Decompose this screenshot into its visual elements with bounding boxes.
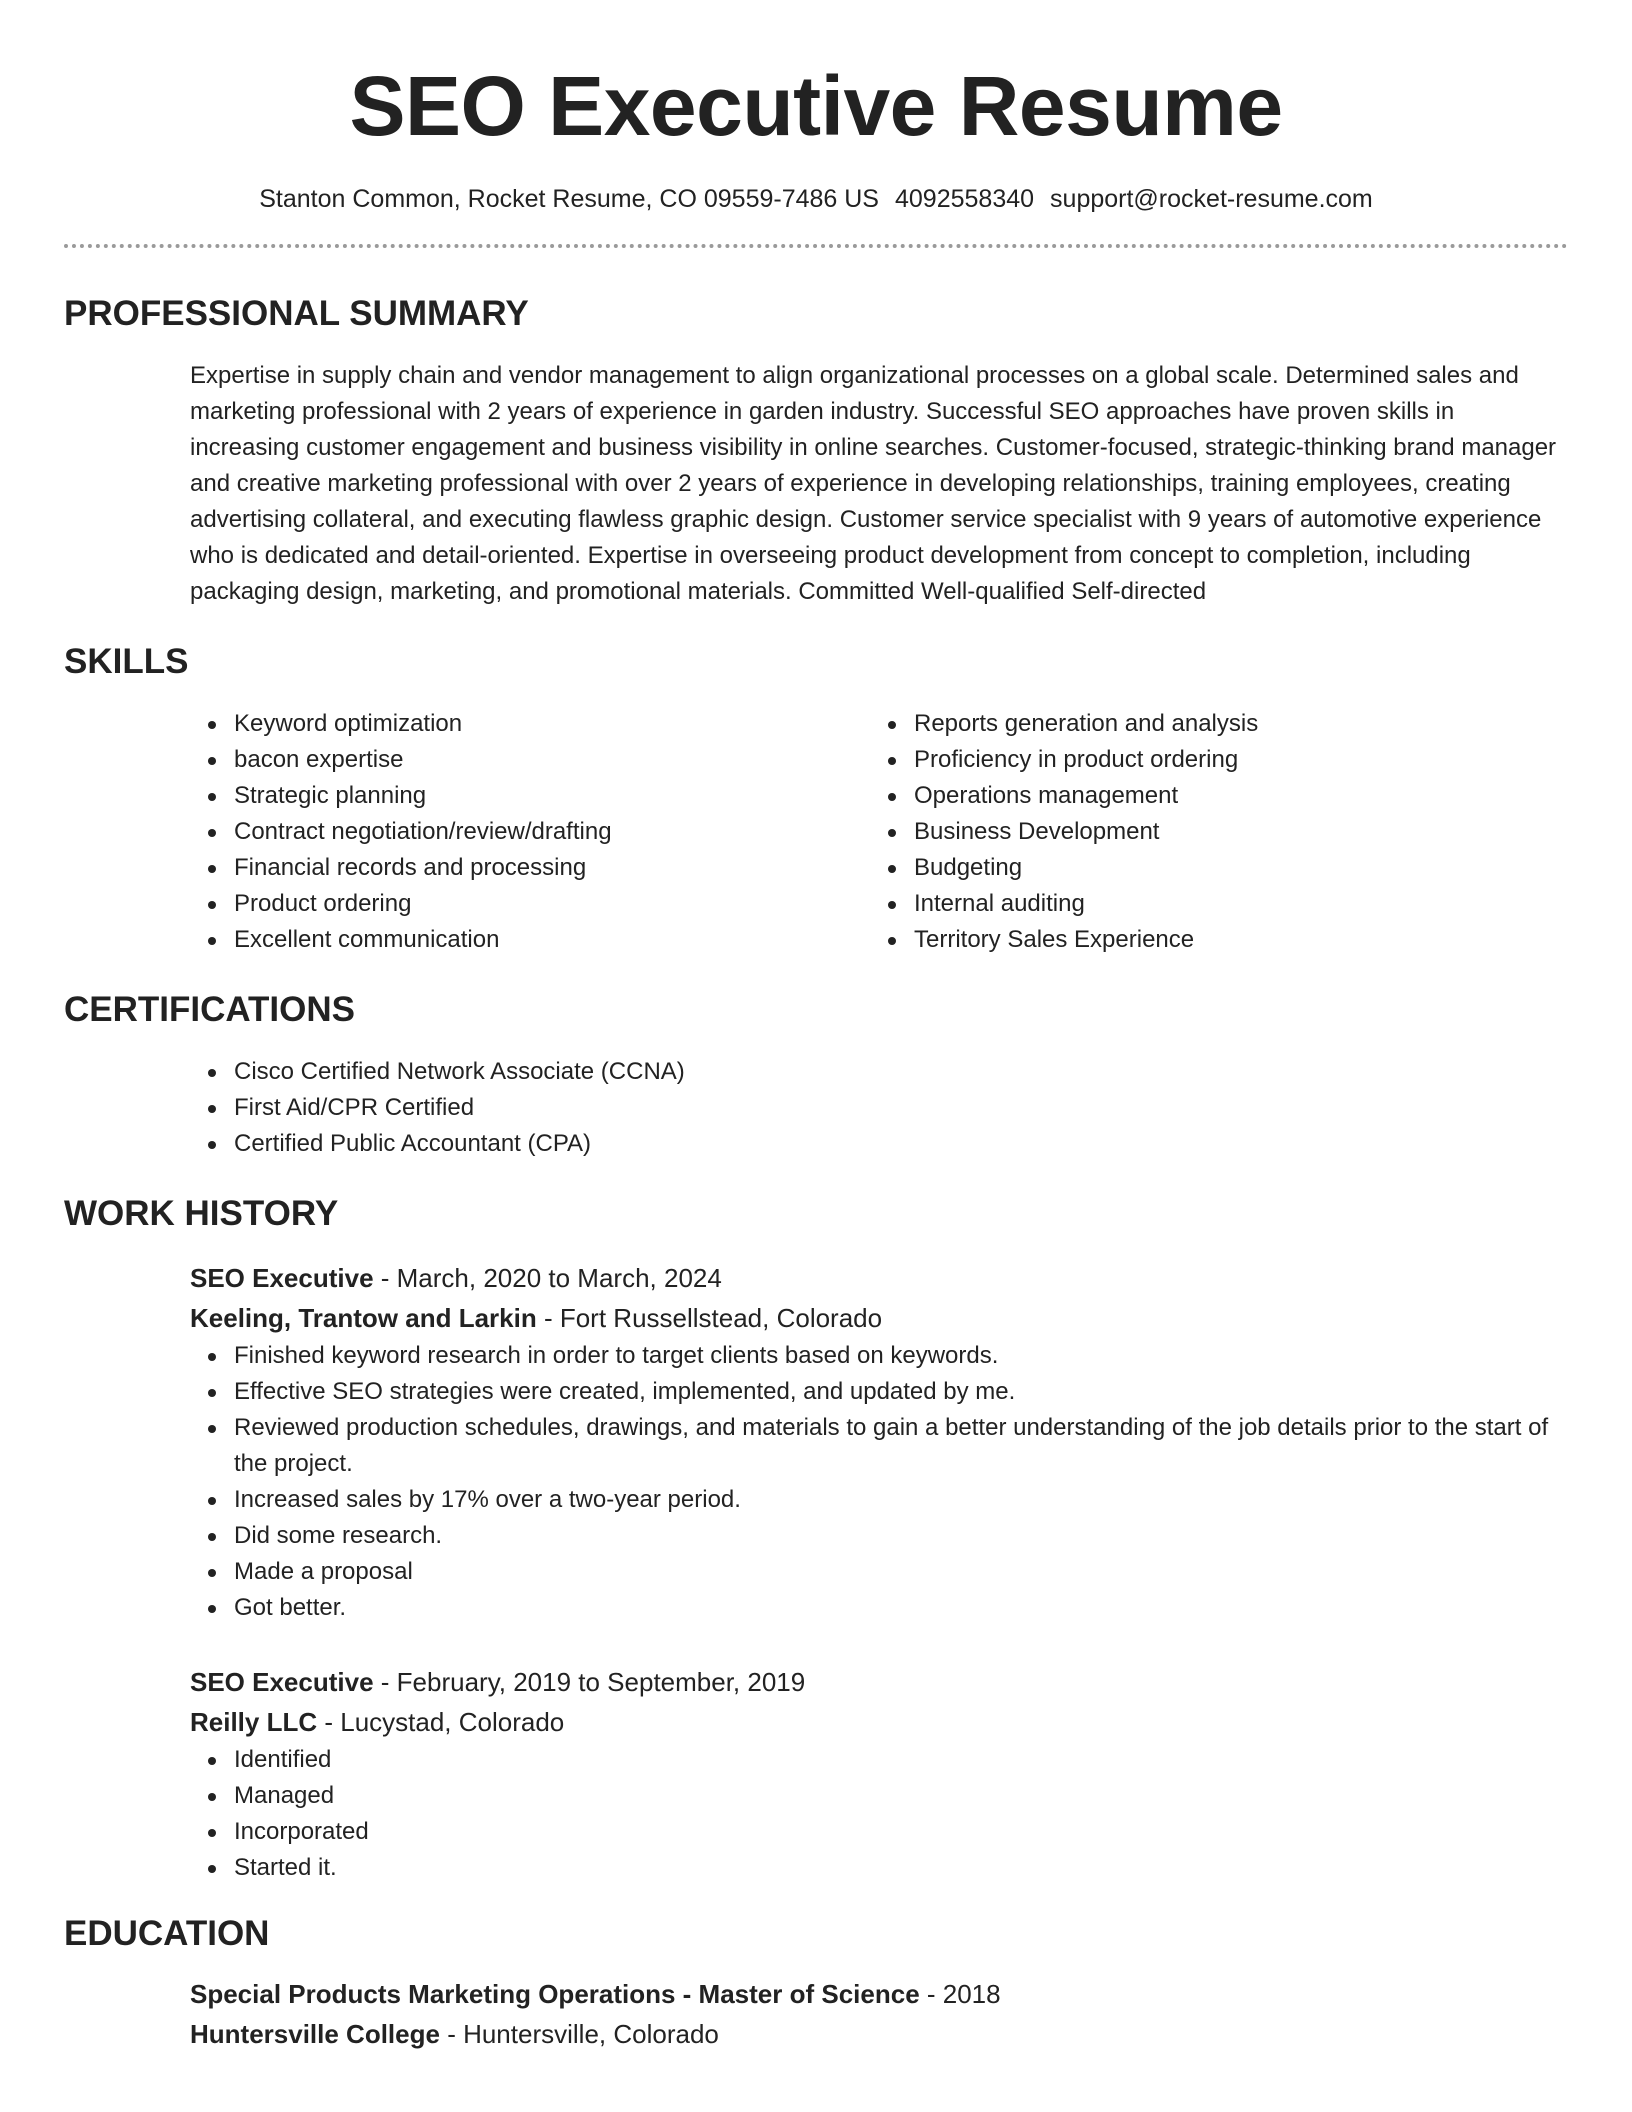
- skill-item: Strategic planning: [234, 778, 870, 814]
- job-title-line: [190, 1258, 1568, 1298]
- job-company: Keeling, Trantow and Larkin: [190, 1303, 537, 1333]
- skills-list-left: [190, 706, 870, 958]
- certification-item: Certified Public Accountant (CPA): [234, 1126, 1568, 1162]
- skills-heading: SKILLS: [64, 642, 189, 681]
- skills-column-right: [870, 706, 1550, 958]
- job-bullet: Reviewed production schedules, drawings, and materials to gain a better understanding of the job details prior to the start of the project.: [234, 1410, 1568, 1482]
- job-title: SEO Executive: [190, 1667, 374, 1697]
- work-history-heading: WORK HISTORY: [64, 1194, 339, 1233]
- job-company: Reilly LLC: [190, 1707, 318, 1737]
- job-entry: [190, 1662, 1568, 1886]
- job-location: - Fort Russellstead, Colorado: [536, 1303, 883, 1333]
- certification-item: First Aid/CPR Certified: [234, 1090, 1568, 1126]
- skill-item: Proficiency in product ordering: [914, 742, 1550, 778]
- education-degree: Special Products Marketing Operations - Master of Science: [190, 1979, 920, 2009]
- skills-list-right: [870, 706, 1550, 958]
- job-bullet: Increased sales by 17% over a two-year period.: [234, 1482, 1568, 1518]
- skill-item: bacon expertise: [234, 742, 870, 778]
- job-dates: - February, 2019 to September, 2019: [373, 1667, 806, 1697]
- education-heading: EDUCATION: [64, 1914, 270, 1953]
- header-divider: [64, 244, 1568, 248]
- job-bullet-list: [190, 1338, 1568, 1626]
- education-school: Huntersville College: [190, 2019, 440, 2049]
- skill-item: Contract negotiation/review/drafting: [234, 814, 870, 850]
- resume-title: SEO Executive Resume: [349, 59, 1283, 153]
- education-year: - 2018: [919, 1979, 1001, 2009]
- job-bullet: Got better.: [234, 1590, 1568, 1626]
- job-bullet: Finished keyword research in order to target clients based on keywords.: [234, 1338, 1568, 1374]
- job-company-line: [190, 1298, 1568, 1338]
- job-title-line: [190, 1662, 1568, 1702]
- education-location: - Huntersville, Colorado: [439, 2019, 719, 2049]
- job-bullet: Did some research.: [234, 1518, 1568, 1554]
- contact-line: [64, 182, 1568, 216]
- summary-heading: PROFESSIONAL SUMMARY: [64, 294, 529, 333]
- job-bullet: Managed: [234, 1778, 1568, 1814]
- skill-item: Excellent communication: [234, 922, 870, 958]
- job-location: - Lucystad, Colorado: [317, 1707, 565, 1737]
- job-entry: [190, 1258, 1568, 1626]
- skill-item: Territory Sales Experience: [914, 922, 1550, 958]
- job-dates: - March, 2020 to March, 2024: [373, 1263, 722, 1293]
- education-entry: [190, 1974, 1568, 2054]
- skill-item: Budgeting: [914, 850, 1550, 886]
- skills-column-left: [190, 706, 870, 958]
- job-bullet: Started it.: [234, 1850, 1568, 1886]
- skill-item: Operations management: [914, 778, 1550, 814]
- skill-item: Internal auditing: [914, 886, 1550, 922]
- contact-phone: 4092558340: [895, 185, 1035, 213]
- certifications-list: [190, 1054, 1568, 1162]
- job-bullet: Made a proposal: [234, 1554, 1568, 1590]
- contact-email: support@rocket-resume.com: [1050, 185, 1373, 213]
- skill-item: Financial records and processing: [234, 850, 870, 886]
- skill-item: Product ordering: [234, 886, 870, 922]
- certification-item: Cisco Certified Network Associate (CCNA): [234, 1054, 1568, 1090]
- summary-text: Expertise in supply chain and vendor management to align organizational processes on a global scale. Determined sales and marketing professional with 2 years of experience in garden industry. Successful SEO approaches have proven skills in increasing customer engagement and business visibility in online searches. Customer-focused, strategic-thinking brand manager and creative marketing professional with over 2 years of experience in developing relationships, training employees, creating advertising collateral, and executing flawless graphic design. Customer service specialist with 9 years of automotive experience who is dedicated and detail-oriented. Expertise in overseeing product development from concept to completion, including packaging design, marketing, and promotional materials. Committed Well-qualified Self-directed: [190, 362, 1557, 605]
- education-degree-line: [190, 1974, 1568, 2014]
- certifications-heading: CERTIFICATIONS: [64, 990, 356, 1029]
- job-bullet: Incorporated: [234, 1814, 1568, 1850]
- job-bullet: Effective SEO strategies were created, implemented, and updated by me.: [234, 1374, 1568, 1410]
- contact-address: Stanton Common, Rocket Resume, CO 09559-7486 US: [259, 185, 879, 213]
- job-title: SEO Executive: [190, 1263, 374, 1293]
- education-school-line: [190, 2014, 1568, 2054]
- skill-item: Keyword optimization: [234, 706, 870, 742]
- job-company-line: [190, 1702, 1568, 1742]
- skill-item: Business Development: [914, 814, 1550, 850]
- job-bullet-list: [190, 1742, 1568, 1886]
- skills-grid: [190, 706, 1568, 958]
- job-bullet: Identified: [234, 1742, 1568, 1778]
- skill-item: Reports generation and analysis: [914, 706, 1550, 742]
